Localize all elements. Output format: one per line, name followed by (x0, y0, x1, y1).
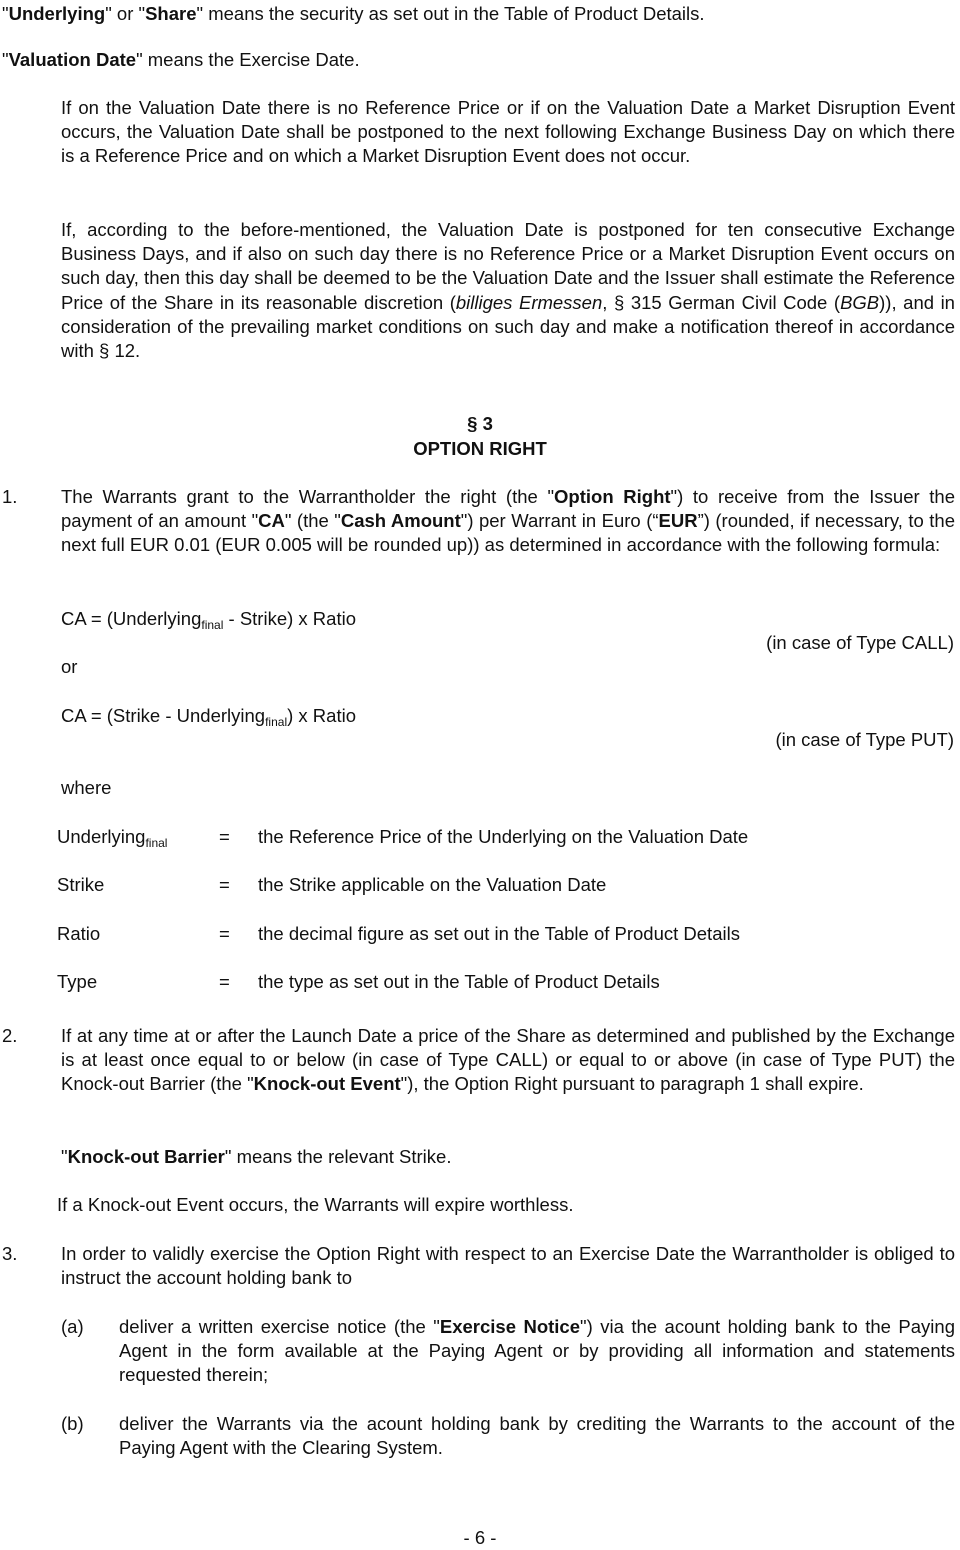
formula-where: where (61, 777, 112, 798)
section-number: § 3 (467, 413, 493, 434)
definition-equals: = (219, 826, 230, 847)
definition-value: the Reference Price of the Underlying on the Valuation Date (258, 826, 749, 847)
section-sign: § (99, 340, 110, 362)
item-number-2: 2. (2, 1025, 18, 1046)
item-3-text: In order to validly exercise the Option Right with respect to an Exercise Date the Warrantholder is obliged to instruct the account holding bank to (61, 1243, 955, 1289)
item-number-1: 1. (2, 486, 18, 507)
formula-call-note: (in case of Type CALL) (766, 632, 954, 653)
item-1-text: The Warrants grant to the Warrantholder the right (the "Option Right") to receive from the Issuer the payment of an amount "CA" (the "Cash Amount") per Warrant in Euro (“EUR”) (rounded, if necessary, to the next full EUR 0.01 (EUR 0.005 will be rounded up)) as determined in accordance with the following formula: (61, 486, 956, 556)
definition-term: Ratio (57, 923, 101, 944)
term-underlying: Underlying (8, 3, 106, 24)
page-number: - 6 - (463, 1527, 497, 1548)
term-share: Share (145, 3, 197, 24)
definition-value: the Strike applicable on the Valuation Date (258, 874, 607, 895)
subitem-b-text: deliver the Warrants via the acount holding bank by crediting the Warrants to the account of the Paying Agent with the Clearing System. (119, 1413, 955, 1459)
paragraph-ten-days: If, according to the before-mentioned, the Valuation Date is postponed for ten consecutive Exchange Business Days, and if also on such day there is no Reference Price or a Market Disruption Event occurs on such day, then this day shall be deemed to be the Valuation Date and the Issuer shall estimate the Reference Price of the Share in its reasonable discretion (billiges Ermessen, § 315 German Civil Code (BGB)), and in consideration of the prevailing market conditions on such day and make a notification thereof in accordance with § 12. (61, 219, 955, 362)
definition-term: Type (57, 971, 98, 992)
formula-or: or (61, 656, 78, 677)
term-valuation-date: Valuation Date (8, 49, 137, 70)
section-title: OPTION RIGHT (413, 438, 547, 459)
item-number-3: 3. (2, 1243, 18, 1264)
subitem-a-text: deliver a written exercise notice (the "Exercise Notice") via the acount holding bank to the Paying Agent in the form available at the Paying Agent or by providing all information and statements requested therein; (119, 1316, 955, 1386)
definition-term: Underlying$_{final}$ (57, 826, 168, 850)
subitem-label-b: (b) (61, 1413, 84, 1434)
definition-value: the type as set out in the Table of Product Details (258, 971, 660, 992)
definition-equals: = (219, 971, 230, 992)
definition-value: the decimal figure as set out in the Table of Product Details (258, 923, 740, 944)
definition-equals: = (219, 874, 230, 895)
definition-valuation-date: "Valuation Date" means the Exercise Date. (2, 49, 360, 70)
subitem-label-a: (a) (61, 1316, 84, 1337)
section-sign: § (613, 291, 625, 313)
formula-call: CA = (Underlying$_{final}$ - Strike) x Ratio (61, 608, 356, 632)
formula-put-note: (in case of Type PUT) (775, 729, 954, 750)
knockout-consequence: If a Knock-out Event occurs, the Warrants will expire worthless. (57, 1194, 574, 1215)
item-2-text: If at any time at or after the Launch Date a price of the Share as determined and published by the Exchange is at least once equal to or below (in case of Type CALL) or equal to or above (in case of Type PUT) the Knock-out Barrier (the "Knock-out Event"), the Option Right pursuant to paragraph 1 shall expire. (61, 1025, 955, 1095)
paragraph-postponement: If on the Valuation Date there is no Reference Price or if on the Valuation Date a Market Disruption Event occurs, the Valuation Date shall be postponed to the next following Exchange Business Day on which there is a Reference Price and on which a Market Disruption Event does not occur. (61, 97, 955, 167)
definition-term: Strike (57, 874, 105, 895)
definition-underlying: "Underlying" or "Share" means the security as set out in the Table of Product Details. (2, 3, 705, 24)
definition-knockout-barrier: "Knock-out Barrier" means the relevant Strike. (61, 1146, 452, 1167)
formula-put: CA = (Strike - Underlying$_{final}$) x Ratio (61, 705, 356, 729)
definition-equals: = (219, 923, 230, 944)
